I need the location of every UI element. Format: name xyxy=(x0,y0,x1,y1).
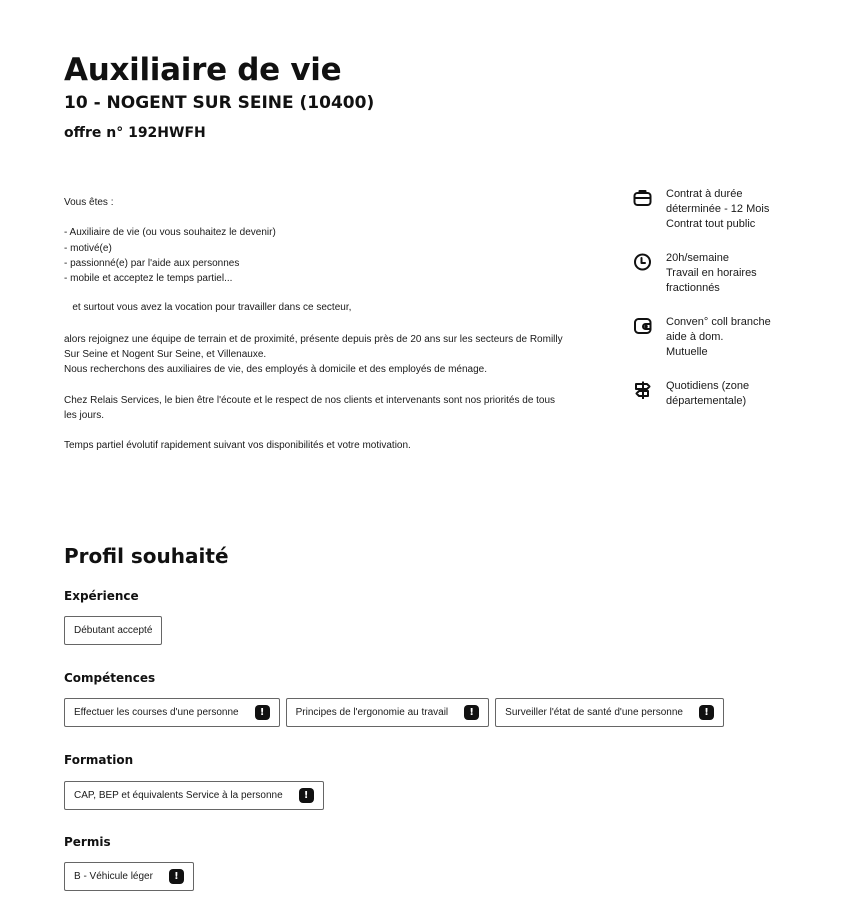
permis-heading: Permis xyxy=(64,835,111,849)
schedule-text: 20h/semaine Travail en horaires fractionnés xyxy=(666,252,757,294)
competence-tag[interactable]: Principes de l'ergonomie au travail ! xyxy=(286,698,490,727)
benefits-text: Conven° coll branche aide à dom. Mutuelle xyxy=(666,316,771,358)
permis-list xyxy=(64,862,194,891)
formation-heading: Formation xyxy=(64,753,134,767)
competence-tag[interactable]: Surveiller l'état de santé d'une personne ! xyxy=(495,698,724,727)
job-location: 10 - NOGENT SUR SEINE (10400) xyxy=(64,93,375,113)
wallet-icon xyxy=(632,315,654,337)
permis-tag[interactable]: B - Véhicule léger ! xyxy=(64,862,194,891)
experience-heading: Expérience xyxy=(64,589,139,603)
info-icon[interactable]: ! xyxy=(464,705,479,720)
competences-list xyxy=(64,698,724,727)
formation-tag[interactable]: CAP, BEP et équivalents Service à la personne ! xyxy=(64,781,324,810)
info-icon[interactable]: ! xyxy=(169,869,184,884)
description-paragraph: Temps partiel évolutif rapidement suivant vos disponibilités et votre motivation. xyxy=(64,440,411,452)
competence-tag[interactable]: Effectuer les courses d'une personne ! xyxy=(64,698,280,727)
contract-text: Contrat à durée déterminée - 12 Mois Contrat tout public xyxy=(666,188,770,230)
description-paragraph: Vous êtes : xyxy=(64,197,114,208)
briefcase-icon xyxy=(632,187,654,209)
experience-tag: Débutant accepté xyxy=(64,616,162,645)
clock-icon xyxy=(632,251,654,273)
job-description xyxy=(64,195,564,454)
travel-text: Quotidiens (zone départementale) xyxy=(666,380,750,407)
offer-number: offre n° 192HWFH xyxy=(64,125,206,141)
description-paragraph: Chez Relais Services, le bien être l'écoute et le respect de nos clients et intervenants sont nos priorités de tous les jours. xyxy=(64,394,558,421)
description-paragraph: et surtout vous avez la vocation pour travailler dans ce secteur, xyxy=(64,302,352,314)
job-title: Auxiliaire de vie xyxy=(64,52,342,88)
description-paragraph: alors rejoignez une équipe de terrain et de proximité, présente depuis près de 20 ans sur les secteurs de Romilly Sur Seine et Nogent Sur Seine, et Villenauxe. Nous recherchons des auxiliaires de vie, des employés à domicile et des employés de ménage. xyxy=(64,333,563,376)
experience-list xyxy=(64,616,162,645)
competences-heading: Compétences xyxy=(64,671,156,685)
formation-list xyxy=(64,781,324,810)
signpost-icon xyxy=(632,379,654,401)
profile-section-title: Profil souhaité xyxy=(64,544,229,568)
info-icon[interactable]: ! xyxy=(299,788,314,803)
description-paragraph: - Auxiliaire de vie (ou vous souhaitez le devenir) - motivé(e) - passionné(e) par l'aide aux personnes - mobile et acceptez le temps partiel... xyxy=(64,227,276,285)
info-icon[interactable]: ! xyxy=(255,705,270,720)
info-icon[interactable]: ! xyxy=(699,705,714,720)
